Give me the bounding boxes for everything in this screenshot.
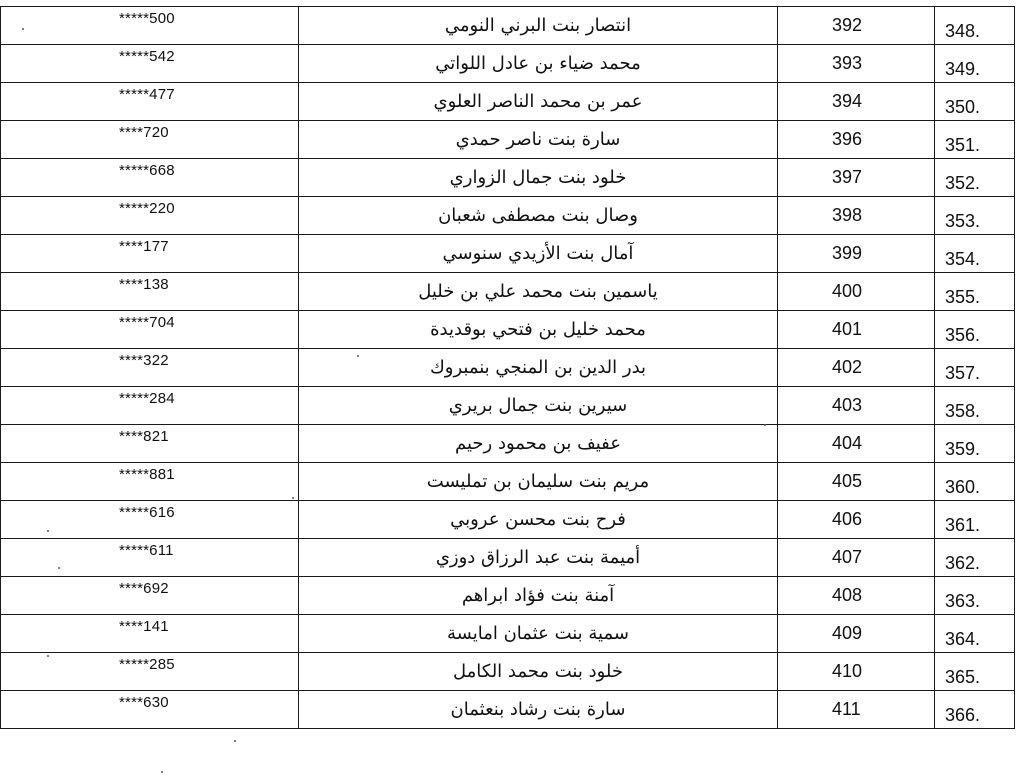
row-index-text: 360. (945, 477, 981, 497)
full-name-cell (299, 273, 778, 311)
file-number-text: 410 (832, 661, 863, 681)
masked-id-text: *****500 (119, 10, 175, 27)
row-index-cell (935, 235, 1015, 273)
masked-id-text: ****692 (119, 580, 169, 597)
masked-id-cell (1, 691, 299, 729)
file-number-text: 404 (832, 433, 863, 453)
full-name-text: آمنة بنت فؤاد ابراهم (461, 585, 615, 606)
masked-id-cell (1, 501, 299, 539)
masked-id-cell (1, 349, 299, 387)
row-index-cell (935, 159, 1015, 197)
table-row (1, 425, 1015, 463)
row-index-text: 362. (945, 553, 981, 573)
row-index-cell (935, 653, 1015, 691)
table-row (1, 45, 1015, 83)
row-index-text: 364. (945, 629, 981, 649)
row-index-text: 350. (945, 97, 981, 117)
file-number-cell (778, 425, 935, 463)
table-row (1, 577, 1015, 615)
masked-id-text: ****821 (119, 428, 169, 445)
row-index-cell (935, 501, 1015, 539)
row-index-cell (935, 387, 1015, 425)
full-name-text: بدر الدين بن المنجي بنمبروك (429, 357, 647, 378)
full-name-cell (299, 159, 778, 197)
row-index-cell (935, 577, 1015, 615)
masked-id-cell (1, 463, 299, 501)
table-row (1, 159, 1015, 197)
row-index-cell (935, 45, 1015, 83)
full-name-text: خلود بنت جمال الزواري (449, 167, 627, 188)
file-number-text: 403 (832, 395, 863, 415)
file-number-cell (778, 539, 935, 577)
full-name-cell (299, 539, 778, 577)
masked-id-cell (1, 7, 299, 45)
full-name-cell (299, 577, 778, 615)
masked-id-text: *****611 (119, 542, 174, 559)
full-name-text: عفيف بن محمود رحيم (455, 433, 621, 454)
full-name-text: خلود بنت محمد الكامل (453, 661, 623, 682)
roster-table (0, 6, 1015, 729)
full-name-text: سارة بنت رشاد بنعثمان (450, 699, 626, 720)
row-index-text: 356. (945, 325, 981, 345)
row-index-text: 363. (945, 591, 981, 611)
file-number-text: 398 (832, 205, 863, 225)
masked-id-text: *****477 (119, 86, 175, 103)
file-number-cell (778, 83, 935, 121)
row-index-text: 353. (945, 211, 981, 231)
full-name-cell (299, 7, 778, 45)
row-index-cell (935, 463, 1015, 501)
full-name-text: مريم بنت سليمان بن تمليست (426, 471, 650, 492)
row-index-text: 354. (945, 249, 981, 269)
full-name-text: سارة بنت ناصر حمدي (455, 129, 621, 150)
full-name-cell (299, 463, 778, 501)
masked-id-cell (1, 615, 299, 653)
file-number-cell (778, 463, 935, 501)
file-number-text: 394 (832, 91, 863, 111)
full-name-cell (299, 387, 778, 425)
table-row (1, 387, 1015, 425)
file-number-cell (778, 691, 935, 729)
table-row (1, 349, 1015, 387)
file-number-text: 399 (832, 243, 863, 263)
table-row (1, 121, 1015, 159)
full-name-cell (299, 235, 778, 273)
row-index-cell (935, 425, 1015, 463)
file-number-cell (778, 159, 935, 197)
table-row (1, 539, 1015, 577)
file-number-text: 408 (832, 585, 863, 605)
scan-speck (47, 655, 49, 657)
row-index-text: 358. (945, 401, 981, 421)
masked-id-text: *****881 (119, 466, 175, 483)
row-index-text: 348. (945, 21, 981, 41)
masked-id-cell (1, 539, 299, 577)
full-name-text: فرح بنت محسن عروبي (450, 509, 626, 530)
masked-id-text: *****616 (119, 504, 175, 521)
table-row (1, 501, 1015, 539)
table-row (1, 615, 1015, 653)
file-number-cell (778, 7, 935, 45)
masked-id-cell (1, 45, 299, 83)
file-number-cell (778, 653, 935, 691)
masked-id-cell (1, 197, 299, 235)
file-number-text: 409 (832, 623, 863, 643)
file-number-cell (778, 197, 935, 235)
row-index-text: 366. (945, 705, 981, 725)
scan-speck (47, 530, 49, 532)
file-number-text: 393 (832, 53, 863, 73)
scan-speck (161, 771, 163, 773)
masked-id-cell (1, 577, 299, 615)
masked-id-cell (1, 653, 299, 691)
full-name-cell (299, 197, 778, 235)
row-index-text: 352. (945, 173, 981, 193)
full-name-cell (299, 615, 778, 653)
full-name-cell (299, 83, 778, 121)
full-name-text: محمد خليل بن فتحي بوقديدة (430, 319, 646, 340)
table-row (1, 7, 1015, 45)
row-index-text: 361. (945, 515, 981, 535)
file-number-text: 411 (832, 699, 861, 719)
full-name-text: آمال بنت الأزيدي سنوسي (442, 243, 634, 264)
file-number-cell (778, 615, 935, 653)
full-name-text: انتصار بنت البرني النومي (444, 15, 632, 36)
row-index-cell (935, 197, 1015, 235)
full-name-cell (299, 349, 778, 387)
file-number-cell (778, 501, 935, 539)
row-index-cell (935, 7, 1015, 45)
masked-id-text: ****138 (119, 276, 169, 293)
scan-speck (764, 424, 766, 426)
table-row (1, 463, 1015, 501)
file-number-cell (778, 387, 935, 425)
masked-id-text: *****285 (119, 656, 175, 673)
scan-speck (58, 567, 60, 569)
masked-id-text: ****141 (119, 618, 169, 635)
masked-id-cell (1, 425, 299, 463)
masked-id-cell (1, 387, 299, 425)
row-index-cell (935, 539, 1015, 577)
full-name-cell (299, 425, 778, 463)
masked-id-text: ****322 (119, 352, 169, 369)
masked-id-text: ****630 (119, 694, 169, 711)
full-name-cell (299, 311, 778, 349)
file-number-text: 392 (832, 15, 863, 35)
row-index-cell (935, 83, 1015, 121)
table-row (1, 197, 1015, 235)
file-number-cell (778, 273, 935, 311)
table-row (1, 273, 1015, 311)
masked-id-cell (1, 159, 299, 197)
masked-id-text: ****720 (119, 124, 169, 141)
row-index-text: 365. (945, 667, 981, 687)
masked-id-cell (1, 311, 299, 349)
full-name-text: ياسمين بنت محمد علي بن خليل (418, 281, 658, 302)
row-index-text: 359. (945, 439, 981, 459)
row-index-cell (935, 273, 1015, 311)
file-number-cell (778, 311, 935, 349)
masked-id-cell (1, 121, 299, 159)
scan-speck (22, 28, 24, 30)
scan-speck (292, 497, 294, 499)
row-index-text: 349. (945, 59, 981, 79)
file-number-text: 405 (832, 471, 863, 491)
full-name-text: محمد ضياء بن عادل اللواتي (435, 53, 641, 74)
row-index-cell (935, 349, 1015, 387)
row-index-cell (935, 121, 1015, 159)
file-number-cell (778, 577, 935, 615)
file-number-cell (778, 45, 935, 83)
masked-id-cell (1, 83, 299, 121)
file-number-text: 406 (832, 509, 863, 529)
masked-id-text: *****542 (119, 48, 175, 65)
row-index-text: 357. (945, 363, 981, 383)
masked-id-text: *****284 (119, 390, 175, 407)
row-index-cell (935, 311, 1015, 349)
file-number-text: 397 (832, 167, 863, 187)
file-number-cell (778, 235, 935, 273)
table-row (1, 311, 1015, 349)
full-name-cell (299, 121, 778, 159)
file-number-text: 400 (832, 281, 863, 301)
table-row (1, 235, 1015, 273)
table-row (1, 83, 1015, 121)
masked-id-cell (1, 235, 299, 273)
table-row (1, 653, 1015, 691)
masked-id-text: *****220 (119, 200, 175, 217)
full-name-cell (299, 691, 778, 729)
file-number-text: 402 (832, 357, 863, 377)
full-name-text: سيرين بنت جمال بريري (448, 395, 628, 416)
roster-body (1, 7, 1015, 729)
file-number-text: 396 (832, 129, 863, 149)
row-index-text: 351. (945, 135, 981, 155)
file-number-cell (778, 121, 935, 159)
full-name-cell (299, 501, 778, 539)
masked-id-text: *****668 (119, 162, 175, 179)
row-index-cell (935, 691, 1015, 729)
full-name-cell (299, 45, 778, 83)
full-name-text: سمية بنت عثمان امايسة (447, 623, 629, 644)
masked-id-cell (1, 273, 299, 311)
row-index-text: 355. (945, 287, 981, 307)
table-row (1, 691, 1015, 729)
file-number-text: 401 (832, 319, 863, 339)
file-number-text: 407 (832, 547, 863, 567)
row-index-cell (935, 615, 1015, 653)
full-name-cell (299, 653, 778, 691)
full-name-text: عمر بن محمد الناصر العلوي (433, 91, 643, 112)
scan-speck (234, 740, 236, 742)
full-name-text: وصال بنت مصطفى شعبان (438, 205, 638, 226)
scan-speck (357, 355, 359, 357)
masked-id-text: *****704 (119, 314, 175, 331)
masked-id-text: ****177 (119, 238, 169, 255)
full-name-text: أميمة بنت عبد الرزاق دوزي (435, 547, 641, 568)
file-number-cell (778, 349, 935, 387)
